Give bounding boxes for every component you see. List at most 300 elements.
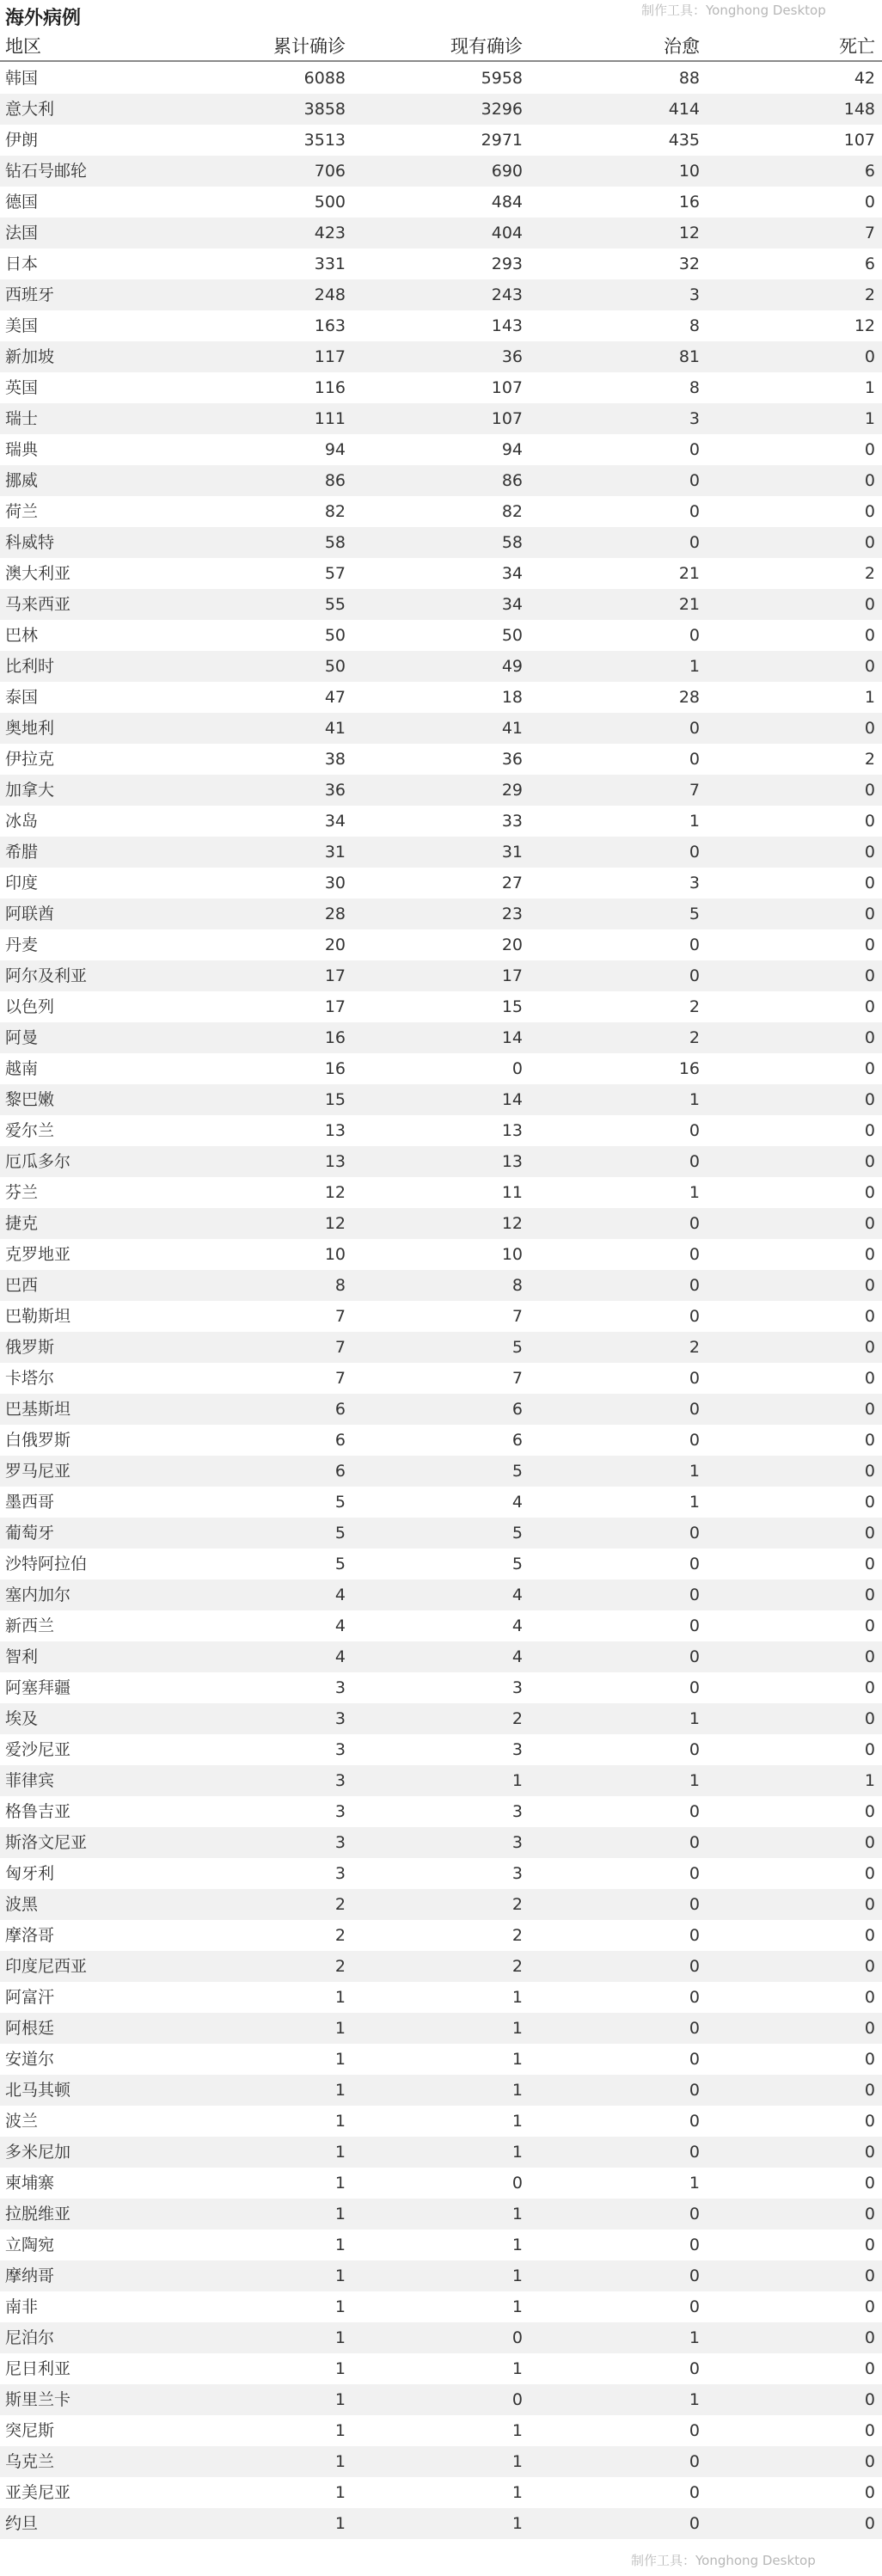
cell-deaths: 1 [864, 688, 875, 707]
cell-region: 荷兰 [5, 502, 39, 521]
table-row[interactable] [0, 1177, 882, 1208]
cell-current: 107 [491, 378, 523, 397]
cell-region: 日本 [5, 255, 39, 273]
cell-region: 北马其顿 [5, 2081, 71, 2100]
table-row[interactable] [0, 1208, 882, 1239]
cell-cumulative: 6 [334, 1431, 346, 1450]
cell-current: 1 [511, 2143, 523, 2162]
cell-cumulative: 1 [334, 2081, 346, 2100]
cell-recovered: 1 [689, 1771, 700, 1790]
cell-deaths: 0 [864, 2205, 875, 2223]
table-row[interactable] [0, 2384, 882, 2415]
table-row[interactable] [0, 310, 882, 341]
cell-recovered: 1 [689, 2174, 700, 2193]
table-row[interactable] [0, 1363, 882, 1394]
cell-region: 越南 [5, 1059, 39, 1078]
table-row[interactable] [0, 1641, 882, 1672]
cell-deaths: 0 [864, 1245, 875, 1264]
watermark-bottom: 制作工具：Yonghong Desktop [631, 2553, 816, 2568]
cell-deaths: 0 [864, 1926, 875, 1945]
cell-recovered: 414 [668, 100, 700, 119]
cell-cumulative: 1 [334, 2390, 346, 2409]
cell-current: 0 [511, 1059, 523, 1078]
table-row[interactable] [0, 806, 882, 837]
cell-recovered: 5 [689, 905, 700, 923]
cell-recovered: 0 [689, 1585, 700, 1604]
cell-region: 立陶宛 [5, 2236, 55, 2254]
cell-deaths: 0 [864, 595, 875, 614]
cell-recovered: 0 [689, 1400, 700, 1419]
cell-current: 3 [511, 1678, 523, 1697]
table-row[interactable] [0, 744, 882, 775]
cell-current: 82 [501, 502, 523, 521]
cell-recovered: 0 [689, 1121, 700, 1140]
cell-cumulative: 57 [324, 564, 346, 583]
cell-recovered: 0 [689, 2081, 700, 2100]
table-row[interactable] [0, 63, 882, 94]
cell-cumulative: 6 [334, 1400, 346, 1419]
table-row[interactable] [0, 929, 882, 960]
cell-current: 18 [501, 688, 523, 707]
cell-recovered: 0 [689, 1276, 700, 1295]
cell-cumulative: 82 [324, 502, 346, 521]
cell-deaths: 0 [864, 1152, 875, 1171]
table-row[interactable] [0, 1456, 882, 1487]
cell-region: 韩国 [5, 69, 39, 88]
cell-deaths: 0 [864, 2266, 875, 2285]
cell-cumulative: 5 [334, 1524, 346, 1543]
cell-region: 拉脱维亚 [5, 2205, 71, 2223]
column-header-recovered[interactable]: 治愈 [664, 36, 700, 57]
cell-deaths: 0 [864, 2019, 875, 2038]
cell-cumulative: 5 [334, 1493, 346, 1512]
cell-recovered: 0 [689, 471, 700, 490]
cell-recovered: 0 [689, 1988, 700, 2007]
cell-deaths: 12 [854, 316, 875, 335]
table-row[interactable] [0, 465, 882, 496]
cell-deaths: 0 [864, 1988, 875, 2007]
cell-cumulative: 12 [324, 1214, 346, 1233]
table-row[interactable] [0, 1053, 882, 1084]
cell-recovered: 0 [689, 1740, 700, 1759]
cell-current: 12 [501, 1214, 523, 1233]
table-row[interactable] [0, 1394, 882, 1425]
cell-current: 1 [511, 2050, 523, 2069]
cell-region: 阿曼 [5, 1028, 39, 1047]
cell-cumulative: 7 [334, 1369, 346, 1388]
table-row[interactable] [0, 1858, 882, 1889]
cell-deaths: 1 [864, 1771, 875, 1790]
cell-deaths: 0 [864, 1833, 875, 1852]
cell-region: 马来西亚 [5, 595, 71, 614]
cell-region: 克罗地亚 [5, 1245, 71, 1264]
table-row[interactable] [0, 2106, 882, 2137]
cell-cumulative: 5 [334, 1555, 346, 1573]
table-row[interactable] [0, 1487, 882, 1518]
table-row[interactable] [0, 2353, 882, 2384]
cell-recovered: 0 [689, 2266, 700, 2285]
cell-deaths: 0 [864, 2483, 875, 2502]
table-row[interactable] [0, 2229, 882, 2260]
table-row[interactable] [0, 2415, 882, 2446]
table-row[interactable] [0, 248, 882, 279]
column-header-cumulative[interactable]: 累计确诊 [273, 36, 346, 57]
cell-current: 34 [501, 564, 523, 583]
cell-cumulative: 1 [334, 2019, 346, 2038]
cell-deaths: 0 [864, 935, 875, 954]
cell-current: 23 [501, 905, 523, 923]
table-row[interactable] [0, 527, 882, 558]
cell-region: 亚美尼亚 [5, 2483, 71, 2502]
cell-region: 德国 [5, 193, 39, 212]
cell-recovered: 2 [689, 1338, 700, 1357]
cell-cumulative: 31 [324, 843, 346, 862]
table-row[interactable] [0, 775, 882, 806]
cell-current: 1 [511, 2359, 523, 2378]
table-row[interactable] [0, 1765, 882, 1796]
cell-cumulative: 3 [334, 1678, 346, 1697]
cell-deaths: 0 [864, 812, 875, 831]
cell-region: 伊朗 [5, 131, 39, 150]
cell-deaths: 6 [864, 162, 875, 181]
cell-deaths: 0 [864, 1121, 875, 1140]
cell-region: 摩纳哥 [5, 2266, 55, 2285]
cell-region: 钻石号邮轮 [5, 162, 88, 181]
watermark-top: 制作工具：Yonghong Desktop [641, 3, 826, 18]
cell-cumulative: 116 [314, 378, 346, 397]
cell-region: 安道尔 [5, 2050, 55, 2069]
cell-cumulative: 4 [334, 1616, 346, 1635]
cell-deaths: 0 [864, 502, 875, 521]
cell-region: 阿联酋 [5, 905, 55, 923]
cell-recovered: 1 [689, 2390, 700, 2409]
cell-recovered: 0 [689, 502, 700, 521]
cell-recovered: 0 [689, 1926, 700, 1945]
table-row[interactable] [0, 1549, 882, 1579]
cell-region: 厄瓜多尔 [5, 1152, 71, 1171]
cell-recovered: 8 [689, 316, 700, 335]
table-row[interactable] [0, 1332, 882, 1363]
table-row[interactable] [0, 1951, 882, 1982]
cell-deaths: 0 [864, 2390, 875, 2409]
cell-region: 瑞典 [5, 440, 39, 459]
table-row[interactable] [0, 589, 882, 620]
cell-recovered: 10 [678, 162, 700, 181]
table-row[interactable] [0, 1579, 882, 1610]
cell-deaths: 0 [864, 2297, 875, 2316]
cell-current: 27 [501, 874, 523, 892]
table-row[interactable] [0, 1115, 882, 1146]
cell-region: 乌克兰 [5, 2452, 55, 2471]
cell-region: 格鲁吉亚 [5, 1802, 71, 1821]
table-row[interactable] [0, 2075, 882, 2106]
column-header-region[interactable]: 地区 [5, 36, 41, 57]
table-row[interactable] [0, 682, 882, 713]
cell-cumulative: 16 [324, 1059, 346, 1078]
cell-cumulative: 28 [324, 905, 346, 923]
cell-deaths: 0 [864, 1462, 875, 1481]
cell-current: 1 [511, 2205, 523, 2223]
cell-recovered: 0 [689, 626, 700, 645]
cell-current: 1 [511, 2112, 523, 2131]
table-row[interactable] [0, 2199, 882, 2229]
table-header [0, 33, 882, 62]
table-row[interactable] [0, 496, 882, 527]
cell-region: 菲律宾 [5, 1771, 55, 1790]
table-row[interactable] [0, 1239, 882, 1270]
table-row[interactable] [0, 125, 882, 156]
table-row[interactable] [0, 1672, 882, 1703]
cell-deaths: 7 [864, 224, 875, 242]
cell-recovered: 16 [678, 1059, 700, 1078]
cell-region: 巴林 [5, 626, 39, 645]
cell-recovered: 1 [689, 1090, 700, 1109]
cell-deaths: 0 [864, 1493, 875, 1512]
cell-recovered: 0 [689, 2236, 700, 2254]
cell-region: 澳大利亚 [5, 564, 71, 583]
table-row[interactable] [0, 2291, 882, 2322]
cell-region: 印度 [5, 874, 39, 892]
cell-cumulative: 2 [334, 1895, 346, 1914]
cell-current: 14 [501, 1090, 523, 1109]
table-row[interactable] [0, 372, 882, 403]
table-row[interactable] [0, 868, 882, 899]
cell-recovered: 0 [689, 1431, 700, 1450]
cell-recovered: 3 [689, 874, 700, 892]
cell-region: 柬埔寨 [5, 2174, 55, 2193]
cell-current: 15 [501, 997, 523, 1016]
cell-region: 捷克 [5, 1214, 39, 1233]
table-row[interactable] [0, 1796, 882, 1827]
cell-deaths: 0 [864, 1555, 875, 1573]
cell-current: 690 [491, 162, 523, 181]
cell-recovered: 435 [668, 131, 700, 150]
cell-deaths: 0 [864, 1307, 875, 1326]
table-row[interactable] [0, 2137, 882, 2168]
cell-current: 3296 [481, 100, 523, 119]
cell-deaths: 0 [864, 905, 875, 923]
table-row[interactable] [0, 1301, 882, 1332]
table-row[interactable] [0, 960, 882, 991]
cell-region: 阿根廷 [5, 2019, 55, 2038]
table-row[interactable] [0, 2322, 882, 2353]
cell-cumulative: 55 [324, 595, 346, 614]
cell-current: 4 [511, 1647, 523, 1666]
table-row[interactable] [0, 2168, 882, 2199]
table-row[interactable] [0, 837, 882, 868]
column-header-deaths[interactable]: 死亡 [839, 36, 875, 57]
cell-current: 5 [511, 1338, 523, 1357]
cell-deaths: 0 [864, 1864, 875, 1883]
table-row[interactable] [0, 2013, 882, 2044]
cell-recovered: 1 [689, 1493, 700, 1512]
table-row[interactable] [0, 1270, 882, 1301]
table-row[interactable] [0, 2446, 882, 2477]
table-row[interactable] [0, 2044, 882, 2075]
cell-current: 1 [511, 2452, 523, 2471]
cell-recovered: 28 [678, 688, 700, 707]
cell-current: 2971 [481, 131, 523, 150]
table-row[interactable] [0, 2260, 882, 2291]
cell-deaths: 0 [864, 1678, 875, 1697]
cell-cumulative: 20 [324, 935, 346, 954]
cell-current: 6 [511, 1431, 523, 1450]
cell-recovered: 0 [689, 1524, 700, 1543]
table-row[interactable] [0, 1084, 882, 1115]
cell-cumulative: 6 [334, 1462, 346, 1481]
cell-recovered: 1 [689, 1462, 700, 1481]
cell-region: 新西兰 [5, 1616, 55, 1635]
cell-current: 86 [501, 471, 523, 490]
cell-deaths: 0 [864, 1214, 875, 1233]
cell-cumulative: 3 [334, 1802, 346, 1821]
cell-current: 3 [511, 1740, 523, 1759]
cell-region: 希腊 [5, 843, 39, 862]
table-row[interactable] [0, 991, 882, 1022]
table-row[interactable] [0, 1703, 882, 1734]
cell-recovered: 32 [678, 255, 700, 273]
cell-deaths: 148 [843, 100, 875, 119]
cell-cumulative: 3 [334, 1864, 346, 1883]
cell-current: 2 [511, 1926, 523, 1945]
table-row[interactable] [0, 1827, 882, 1858]
table-row[interactable] [0, 94, 882, 125]
cell-deaths: 0 [864, 1400, 875, 1419]
table-row[interactable] [0, 218, 882, 248]
cell-current: 293 [491, 255, 523, 273]
table-row[interactable] [0, 651, 882, 682]
cell-deaths: 0 [864, 1090, 875, 1109]
cell-region: 比利时 [5, 657, 55, 676]
cell-deaths: 0 [864, 2514, 875, 2533]
cell-current: 0 [511, 2390, 523, 2409]
cell-region: 英国 [5, 378, 39, 397]
cell-deaths: 0 [864, 2236, 875, 2254]
cell-region: 塞内加尔 [5, 1585, 71, 1604]
table-row[interactable] [0, 403, 882, 434]
cell-current: 58 [501, 533, 523, 552]
cell-cumulative: 2 [334, 1926, 346, 1945]
cell-current: 1 [511, 2236, 523, 2254]
table-row[interactable] [0, 1518, 882, 1549]
table-row[interactable] [0, 2477, 882, 2508]
cell-current: 2 [511, 1895, 523, 1914]
cell-cumulative: 3 [334, 1771, 346, 1790]
cell-current: 5958 [481, 69, 523, 88]
cell-region: 芬兰 [5, 1183, 39, 1202]
cell-recovered: 0 [689, 1957, 700, 1976]
cell-cumulative: 12 [324, 1183, 346, 1202]
cell-current: 6 [511, 1400, 523, 1419]
cell-recovered: 8 [689, 378, 700, 397]
cell-recovered: 0 [689, 1895, 700, 1914]
table-row[interactable] [0, 1889, 882, 1920]
cell-current: 2 [511, 1957, 523, 1976]
cell-recovered: 0 [689, 533, 700, 552]
cell-deaths: 0 [864, 440, 875, 459]
cell-region: 波兰 [5, 2112, 39, 2131]
cell-region: 多米尼加 [5, 2143, 71, 2162]
cell-deaths: 0 [864, 1369, 875, 1388]
table-row[interactable] [0, 558, 882, 589]
cell-current: 41 [501, 719, 523, 738]
cell-cumulative: 3513 [303, 131, 346, 150]
cell-region: 俄罗斯 [5, 1338, 55, 1357]
table-row[interactable] [0, 341, 882, 372]
cell-region: 以色列 [5, 997, 55, 1016]
table-row[interactable] [0, 899, 882, 929]
cell-cumulative: 36 [324, 781, 346, 800]
cell-current: 13 [501, 1121, 523, 1140]
table-body [0, 63, 882, 2539]
table-row[interactable] [0, 187, 882, 218]
table-row[interactable] [0, 713, 882, 744]
cell-region: 瑞士 [5, 409, 39, 428]
table-row[interactable] [0, 1425, 882, 1456]
cell-cumulative: 7 [334, 1307, 346, 1326]
cell-region: 波黑 [5, 1895, 39, 1914]
cell-recovered: 0 [689, 2205, 700, 2223]
table-row[interactable] [0, 434, 882, 465]
cell-deaths: 107 [843, 131, 875, 150]
cell-recovered: 1 [689, 2328, 700, 2347]
cell-current: 3 [511, 1802, 523, 1821]
cell-cumulative: 1 [334, 2514, 346, 2533]
cell-region: 埃及 [5, 1709, 39, 1728]
cell-cumulative: 1 [334, 2359, 346, 2378]
cell-region: 加拿大 [5, 781, 55, 800]
table-row[interactable] [0, 2508, 882, 2539]
table-row[interactable] [0, 156, 882, 187]
table-row[interactable] [0, 1920, 882, 1951]
cell-recovered: 0 [689, 1678, 700, 1697]
cell-current: 1 [511, 2019, 523, 2038]
cell-current: 1 [511, 2266, 523, 2285]
table-row[interactable] [0, 620, 882, 651]
table-row[interactable] [0, 1734, 882, 1765]
cell-recovered: 0 [689, 2514, 700, 2533]
cell-region: 泰国 [5, 688, 39, 707]
cell-current: 4 [511, 1585, 523, 1604]
cell-current: 50 [501, 626, 523, 645]
cell-deaths: 0 [864, 1802, 875, 1821]
table-row[interactable] [0, 1610, 882, 1641]
cell-recovered: 81 [678, 347, 700, 366]
cell-deaths: 0 [864, 1895, 875, 1914]
table-row[interactable] [0, 1982, 882, 2013]
table-row[interactable] [0, 279, 882, 310]
cell-region: 黎巴嫩 [5, 1090, 55, 1109]
cell-region: 约旦 [5, 2514, 39, 2533]
table-row[interactable] [0, 1022, 882, 1053]
cell-recovered: 0 [689, 2483, 700, 2502]
cell-region: 意大利 [5, 100, 55, 119]
column-header-current[interactable]: 现有确诊 [450, 36, 523, 57]
cell-deaths: 0 [864, 781, 875, 800]
cell-recovered: 0 [689, 2050, 700, 2069]
table-row[interactable] [0, 1146, 882, 1177]
cell-recovered: 7 [689, 781, 700, 800]
cell-cumulative: 58 [324, 533, 346, 552]
cell-region: 斯里兰卡 [5, 2390, 71, 2409]
cell-recovered: 0 [689, 719, 700, 738]
cell-deaths: 0 [864, 874, 875, 892]
cell-cumulative: 50 [324, 657, 346, 676]
cell-current: 1 [511, 1988, 523, 2007]
cell-deaths: 6 [864, 255, 875, 273]
cell-deaths: 0 [864, 626, 875, 645]
cell-cumulative: 1 [334, 2483, 346, 2502]
